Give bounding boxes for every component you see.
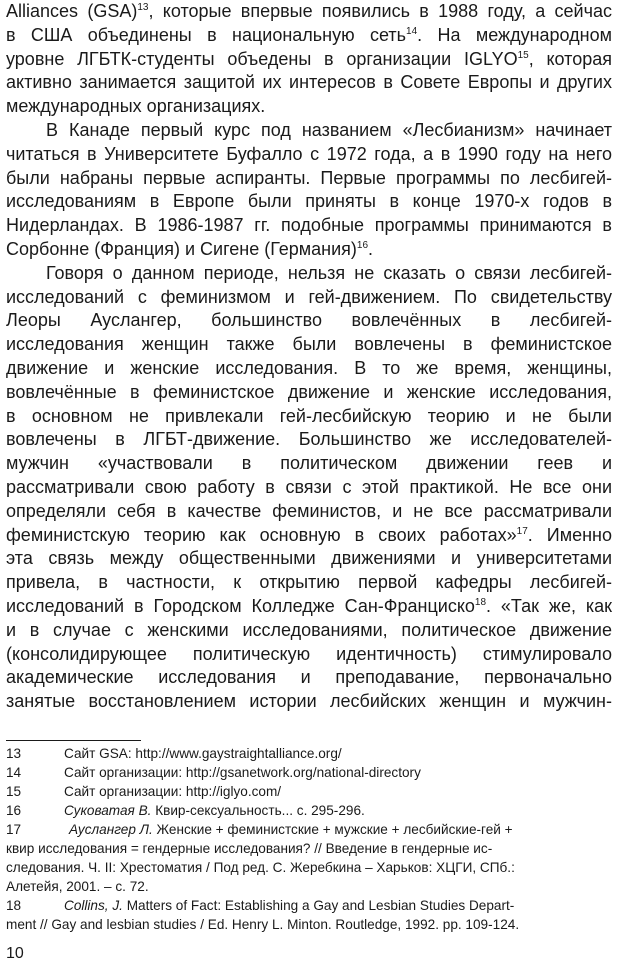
- text-line: вовлечены в ЛГБТ-движение. Большинство же исследователей-: [6, 429, 612, 450]
- footnote-ref[interactable]: 18: [474, 596, 487, 608]
- footnote-15: [6, 782, 612, 801]
- text-line: В Канаде первый курс под названием «Лесбианизм» начинает: [46, 119, 612, 140]
- text-line: привела, в частности, к открытию первой кафедры лесбигей-: [6, 572, 612, 593]
- text-line: занятые восстановлением истории лесбийских женщин и мужчин-: [6, 691, 612, 712]
- page-number: 10: [6, 945, 24, 962]
- text-line: движение и женские исследования. В то же время, женщины,: [6, 357, 612, 378]
- text-line: эта связь между общественными движениями и университетами: [6, 548, 612, 569]
- text-line: мужчин «участвовали в политическом движении геев и: [6, 453, 612, 474]
- footnote-divider: [6, 740, 141, 741]
- text-line: в США объединены в национальную сеть$^{14}$. На международном: [6, 24, 612, 45]
- footnote-ref[interactable]: 17: [516, 525, 528, 537]
- footnote-ref[interactable]: 15: [517, 49, 529, 61]
- footnote-author: Суковатая В.: [64, 803, 152, 818]
- text-line: вовлечённые в феминистское движение и женские исследования,: [6, 381, 612, 402]
- text-line: исследований в Городском Колледже Сан-Франциско$^{18}$. «Так же, как: [6, 595, 612, 616]
- text-line: Леоры Ауслангер, большинство вовлечённых в лесбигей-: [6, 310, 612, 331]
- footnote-17-cont: Алетейя, 2001. – с. 72.: [6, 879, 149, 894]
- text-line: международных организациях.: [6, 96, 266, 117]
- footnote-author: Ауслангер Л.: [69, 822, 153, 837]
- text-line: академические исследования и преподавание, первоначально: [6, 667, 612, 688]
- text-line: были набраны первые аспиранты. Первые программы по лесбигей-: [6, 167, 612, 188]
- body-text: [6, 0, 612, 714]
- text-line: рассматривали свою работу в связи с этой практикой. Не все они: [6, 476, 612, 497]
- footnote-author: Collins, J.: [64, 898, 123, 913]
- footnote-text: Matters of Fact: Establishing a Gay and Lesbian Studies Depart-: [122, 898, 515, 913]
- footnote-16: [6, 801, 612, 820]
- footnote-text: Квир-сексуальность... с. 295-296.: [151, 803, 365, 818]
- footnote-text: Женские + феминистские + мужские + лесбийские-гей +: [152, 822, 513, 837]
- text-line: исследованиям в Европе были приняты в конце 1970-х годов в: [6, 191, 612, 212]
- footnote-17: [6, 820, 612, 839]
- footnote-18-cont: ment // Gay and lesbian studies / Ed. Henry L. Minton. Routledge, 1992. pp. 109-124.: [6, 917, 520, 932]
- text-line: исследования женщин также были вовлечены в феминистское: [6, 334, 612, 355]
- footnote-number: 16: [6, 803, 22, 818]
- text-line: исследований с феминизмом и гей-движением. По свидетельству: [6, 286, 612, 307]
- footnote-number: 15: [6, 784, 22, 799]
- footnote-18: [6, 896, 612, 915]
- footnote-ref[interactable]: 13: [137, 2, 149, 13]
- footnotes: [6, 744, 612, 934]
- footnote-13: [6, 744, 612, 763]
- footnote-text: Сайт GSA: http://www.gaystraightalliance.org/: [64, 746, 342, 761]
- footnote-ref[interactable]: 16: [356, 239, 369, 251]
- footnote-number: 13: [6, 746, 22, 761]
- text-line: Сорбонне (Франция) и Сигене (Германия)$^{16}$.: [6, 238, 374, 259]
- text-line: читаться в Университете Буфалло с 1972 года, а в 1990 году на него: [6, 143, 612, 164]
- text-line: и в случае с женскими исследованиями, политическое движение: [6, 619, 612, 640]
- text-line: (консолидирующее политическую идентичность) стимулировало: [6, 643, 612, 664]
- text-line: Говоря о данном периоде, нельзя не сказать о связи лесбигей-: [46, 262, 612, 283]
- footnote-number: 17: [6, 822, 22, 837]
- footnote-ref[interactable]: 14: [406, 25, 418, 37]
- footnote-17-cont: квир исследования = гендерные исследования? // Введение в гендерные ис-: [6, 841, 493, 856]
- text-line: феминистскую теорию как основную в своих работах»$^{17}$. Именно: [6, 524, 613, 545]
- text-line: Alliances (GSA)$^{13}$, которые впервые появились в 1988 году, а сейчас: [6, 1, 612, 21]
- footnote-text: Сайт организации: http://gsanetwork.org/national-directory: [64, 765, 421, 780]
- text-line: определяли себя в качестве феминистов, и не все рассматривали: [6, 500, 612, 521]
- text-line: уровне ЛГБТК-студенты объедены в организации IGLYO$^{15}$, которая: [6, 48, 612, 69]
- footnote-14: [6, 763, 612, 782]
- text-line: в основном не привлекали гей-лесбийскую теорию и не были: [6, 405, 612, 426]
- footnote-number: 14: [6, 765, 22, 780]
- footnote-text: Сайт организации: http://iglyo.com/: [64, 784, 282, 799]
- text-line: Нидерландах. В 1986-1987 гг. подобные программы принимаются в: [6, 215, 612, 236]
- footnote-number: 18: [6, 898, 22, 913]
- footnote-17-cont: следования. Ч. II: Хрестоматия / Под ред. С. Жеребкина – Харьков: ХЦГИ, СПб.:: [6, 860, 515, 875]
- text-line: активно занимается защитой их интересов в Совете Европы и других: [6, 72, 612, 93]
